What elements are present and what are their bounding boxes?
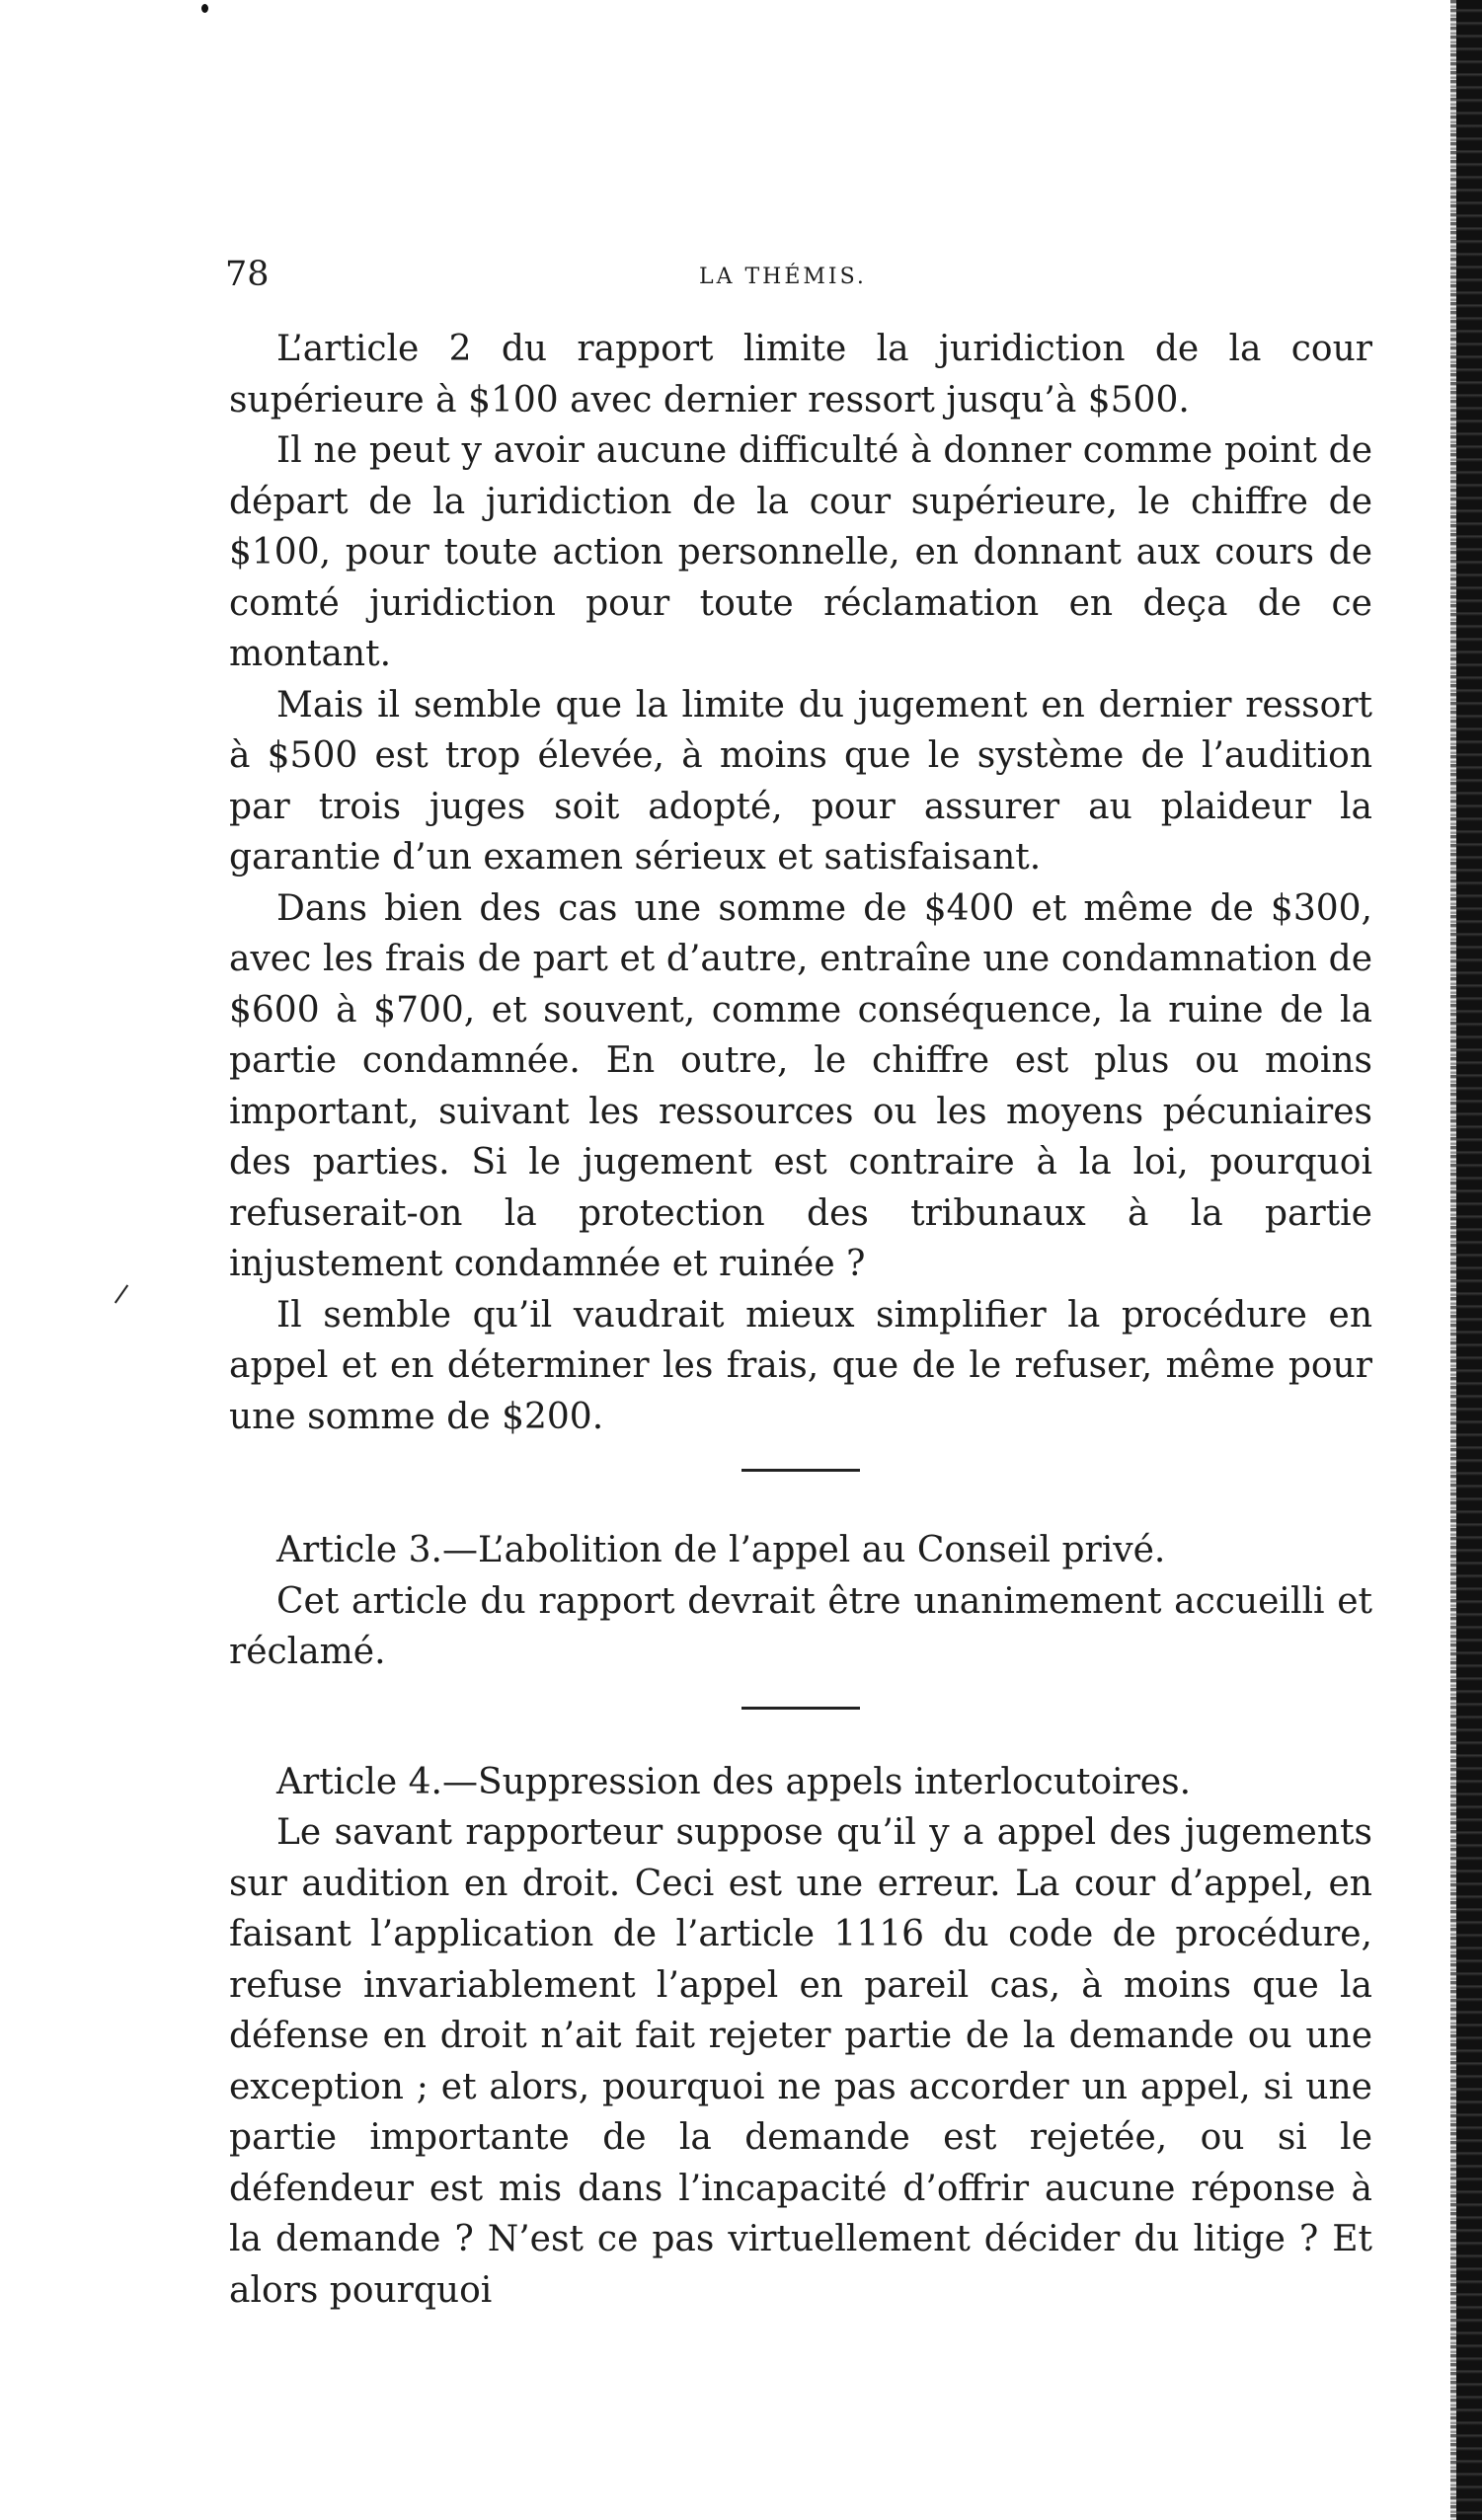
- article-4-heading: Article 4.—Suppression des appels interlocutoires.: [276, 1761, 1192, 1802]
- body-text: [229, 324, 1372, 2316]
- paragraph-interlocutory: Le savant rapporteur suppose qu’il y a appel des jugements sur audition en droit. Ceci est une erreur. La cour d’appel, en faisant l’application de l’article 1116 du code de procédure, refuse invariablement l’appel en pareil cas, à moins que la défense en droit n’ait fait rejeter partie de la demande ou une exception ; et alors, pourquoi ne pas accorder un appel, si une partie importante de la demande est rejetée, ou si le défendeur est mis dans l’incapacité d’offrir aucune réponse à la demande ? N’est ce pas virtuellement décider du litige ? Et alors pourquoi: [229, 1812, 1372, 2311]
- section-divider: [741, 1707, 860, 1710]
- paragraph-privy-council: Cet article du rapport devrait être unanimement accueilli et réclamé.: [229, 1580, 1372, 1672]
- book-spine: [1456, 0, 1482, 2520]
- margin-mark: [115, 1284, 128, 1303]
- paragraph-simplify-appeal: Il semble qu’il vaudrait mieux simplifier la procédure en appel et en déterminer les frais, que de le refuser, même pour une somme de $200.: [229, 1294, 1372, 1437]
- article-3-heading: Article 3.—L’abolition de l’appel au Conseil privé.: [276, 1530, 1166, 1570]
- ink-speck: [201, 4, 208, 13]
- running-head: [225, 255, 1365, 298]
- running-title: LA THÉMIS.: [699, 265, 867, 289]
- section-divider: [741, 1469, 860, 1472]
- paragraph-last-resort: Mais il semble que la limite du jugement en dernier ressort à $500 est trop élevée, à moins que le système de l’audition par trois juges soit adopté, pour assurer au plaideur la garantie d’un examen sérieux et satisfaisant.: [229, 684, 1372, 878]
- paragraph-jurisdiction: Il ne peut y avoir aucune difficulté à donner comme point de départ de la juridiction de la cour supérieure, le chiffre de $100, pour toute action personnelle, en donnant aux cours de comté juridiction pour toute réclamation en deça de ce montant.: [229, 430, 1372, 674]
- page-number: 78: [225, 255, 270, 294]
- paragraph-costs: Dans bien des cas une somme de $400 et même de $300, avec les frais de part et d’autre, entraîne une condamnation de $600 à $700, et souvent, comme conséquence, la ruine de la partie condamnée. En outre, le chiffre est plus ou moins important, suivant les ressources ou les moyens pécuniaires des parties. Si le jugement est contraire à la loi, pourquoi refuserait-on la protection des tribunaux à la partie injustement condamnée et ruinée ?: [229, 887, 1372, 1284]
- paragraph-article-2: L’article 2 du rapport limite la juridiction de la cour supérieure à $100 avec dernier ressort jusqu’à $500.: [229, 329, 1372, 420]
